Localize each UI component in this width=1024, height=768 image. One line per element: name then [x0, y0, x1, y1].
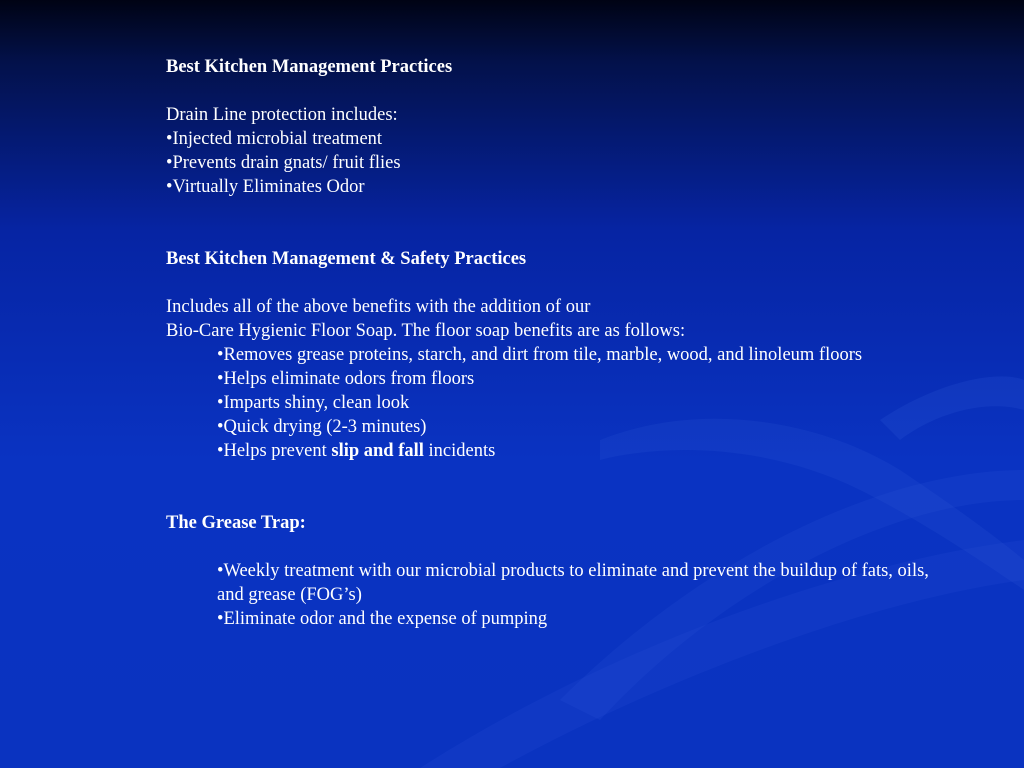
section1-bullet-2: •Prevents drain gnats/ fruit flies	[166, 153, 401, 173]
section2-bullet-5-bold: slip and fall	[331, 441, 424, 461]
section2-bullet-5-after: incidents	[423, 441, 496, 461]
slide-content	[166, 55, 956, 631]
section1-bullet-1: •Injected microbial treatment	[166, 129, 383, 149]
section2-bullet-3: •Imparts shiny, clean look	[217, 393, 410, 413]
section1-bullet-3: •Virtually Eliminates Odor	[166, 177, 365, 197]
section2-bullet-1: •Removes grease proteins, starch, and dirt from tile, marble, wood, and linoleum floors	[217, 345, 863, 365]
section2-bullet-4: •Quick drying (2-3 minutes)	[217, 417, 427, 437]
section1-heading: Best Kitchen Management Practices	[166, 57, 453, 77]
section2-intro-line2: Bio-Care Hygienic Floor Soap. The floor soap benefits are as follows:	[166, 321, 686, 341]
section2-bullet-2: •Helps eliminate odors from floors	[217, 369, 475, 389]
section1-intro: Drain Line protection includes:	[166, 105, 398, 125]
section2-intro-line1: Includes all of the above benefits with the addition of our	[166, 297, 591, 317]
section3-heading: The Grease Trap:	[166, 513, 306, 533]
section2-bullet-5-before: •Helps prevent	[217, 441, 332, 461]
section3-bullet-1: •Weekly treatment with our microbial products to eliminate and prevent the buildup of fats, oils, and grease (FOG’s)	[217, 561, 929, 605]
section2-heading: Best Kitchen Management & Safety Practices	[166, 249, 527, 269]
section3-bullet-2: •Eliminate odor and the expense of pumping	[217, 609, 548, 629]
section2-bullet-5	[166, 439, 956, 463]
